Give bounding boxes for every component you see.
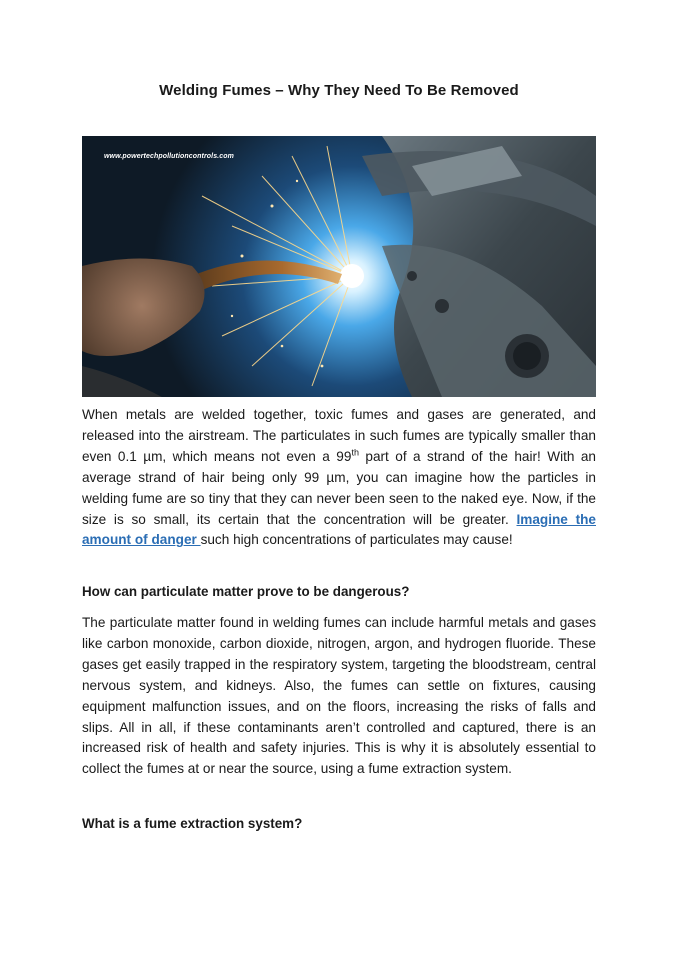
intro-text-2: part of a strand of the hair! With an average strand of hair being only 99 µm, you can imagine how the particles in welding fume are so tiny that they can never been seen to the naked eye. Now, if the size is so small, its certain that the concentration will be greater. — [82, 448, 596, 527]
intro-text-1: When metals are welded together, toxic fumes and gases are generated, and released into the airstream. The particulates in such fumes are typically smaller than even 0.1 µm, which means not even a 99 — [82, 407, 596, 464]
welding-illustration — [82, 136, 596, 397]
welding-photo — [82, 136, 596, 397]
intro-paragraph — [82, 405, 596, 551]
danger-link[interactable]: Imagine the amount of danger — [82, 511, 596, 548]
intro-text-3: such high concentrations of particulates may cause! — [200, 532, 513, 548]
danger-paragraph: The particulate matter found in welding fumes can include harmful metals and gases like carbon monoxide, carbon dioxide, nitrogen, argon, and hydrogen fluoride. These gases get easily trapped in the respiratory system, targeting the bloodstream, central nervous system, and kidneys. Also, the fumes can settle on fixtures, causing equipment malfunction issues, and on the floors, increasing the risks of falls and slips. All in all, if these contaminants aren’t controlled and captured, there is an increased risk of health and safety injuries. This is why it is absolutely essential to collect the fumes at or near the source, using a fume extraction system. — [82, 615, 596, 777]
document-title: Welding Fumes – Why They Need To Be Removed — [159, 82, 519, 99]
superscript-th: th — [351, 447, 359, 458]
image-watermark: www.powertechpollutioncontrols.com — [104, 153, 234, 160]
section-heading-fume-extraction: What is a fume extraction system? — [82, 816, 303, 831]
section-heading-danger: How can particulate matter prove to be dangerous? — [82, 584, 410, 599]
